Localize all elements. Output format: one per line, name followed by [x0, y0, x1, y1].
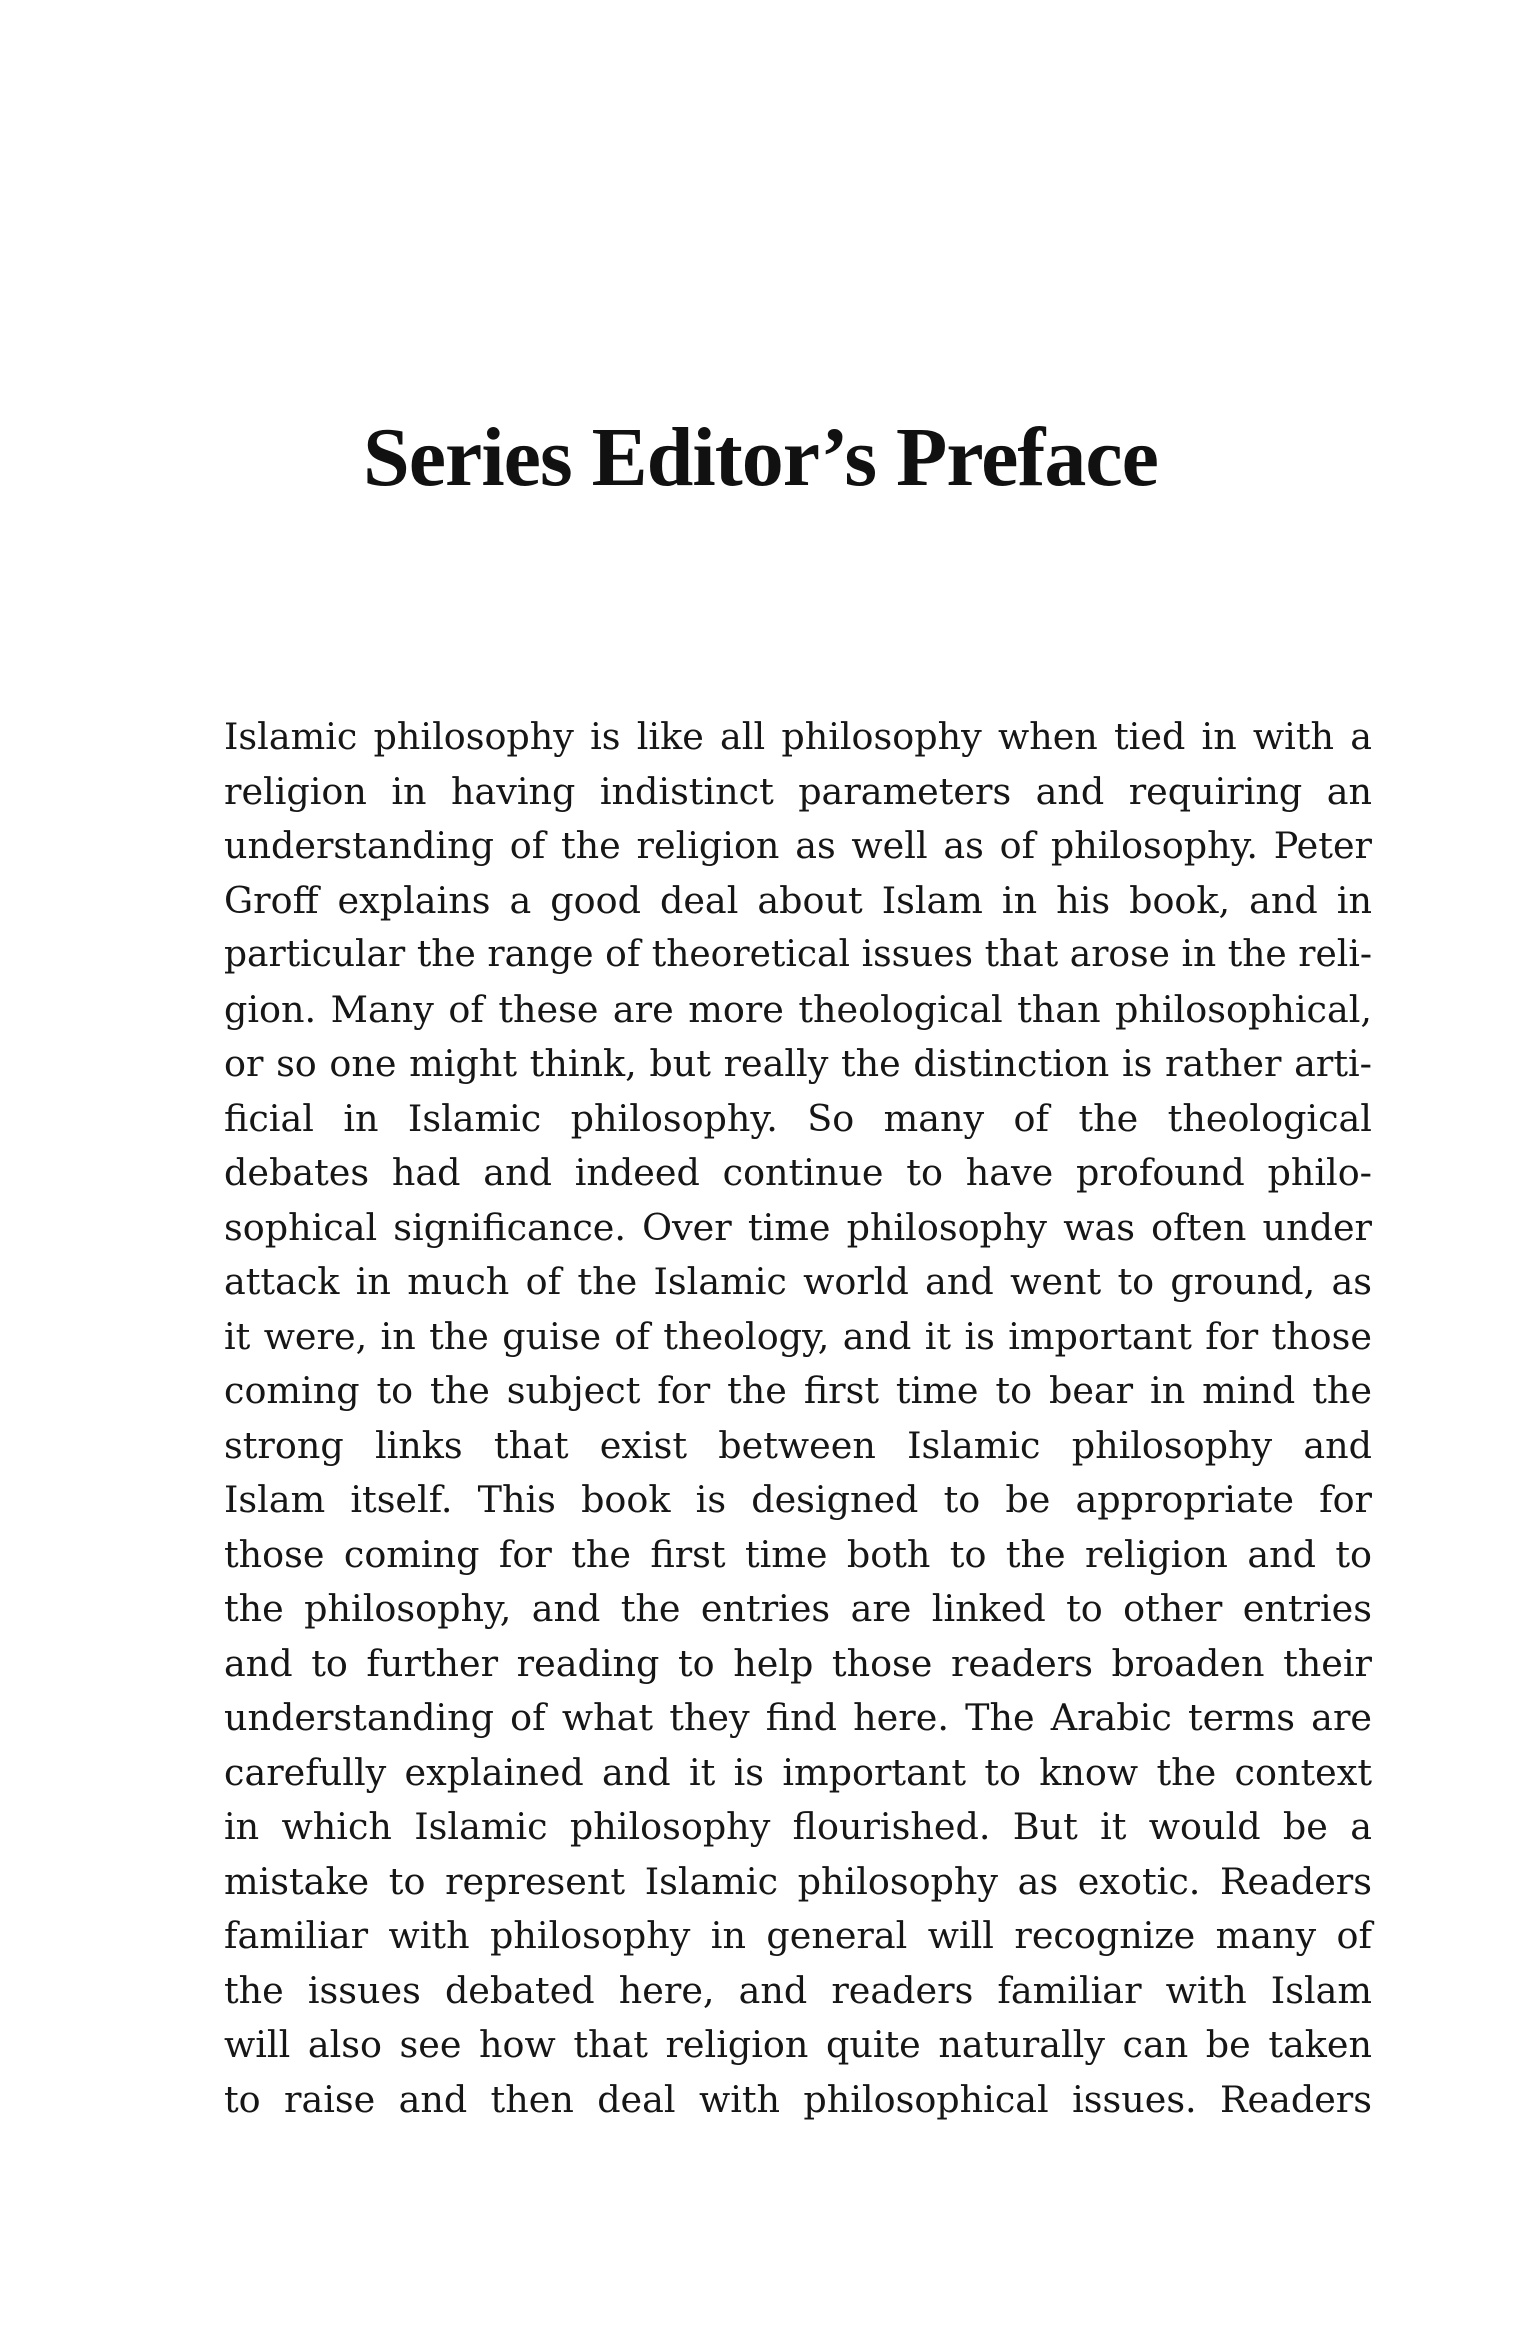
text-line: understanding of what they find here. The Arabic terms are [224, 1696, 1372, 1739]
body-paragraph [224, 710, 1372, 2127]
text-line: attack in much of the Islamic world and went to ground, as [224, 1260, 1372, 1303]
text-line: it were, in the guise of theology, and it is important for those [224, 1314, 1372, 1358]
text-line: the issues debated here, and readers familiar with Islam [224, 1968, 1372, 2012]
text-line: Islamic philosophy is like all philosophy when tied in with a [224, 715, 1372, 758]
text-line: the philosophy, and the entries are linked to other entries [224, 1587, 1372, 1630]
text-line: ficial in Islamic philosophy. So many of the theological [224, 1096, 1372, 1140]
text-line: to raise and then deal with philosophical issues. Readers [224, 2077, 1372, 2121]
text-line: or so one might think, but really the distinction is rather arti- [224, 1042, 1372, 1085]
text-line: carefully explained and it is important to know the context [224, 1750, 1372, 1794]
text-line: and to further reading to help those readers broaden their [224, 1641, 1372, 1685]
page-title: Series Editor’s Preface [363, 411, 1158, 504]
text-line: particular the range of theoretical issues that arose in the reli- [224, 934, 1372, 975]
text-line: gion. Many of these are more theological than philosophical, [224, 987, 1372, 1031]
text-line: sophical significance. Over time philosophy was often under [224, 1205, 1372, 1249]
text-line: will also see how that religion quite naturally can be taken [224, 2023, 1372, 2066]
text-line: those coming for the first time both to the religion and to [224, 1532, 1372, 1576]
text-line: in which Islamic philosophy flourished. But it would be a [224, 1805, 1372, 1848]
text-line: coming to the subject for the first time to bear in mind the [224, 1369, 1372, 1412]
text-line: Islam itself. This book is designed to be appropriate for [224, 1478, 1372, 1521]
text-line: religion in having indistinct parameters and requiring an [224, 769, 1372, 813]
text-line: understanding of the religion as well as of philosophy. Peter [224, 824, 1372, 867]
text-line: Groff explains a good deal about Islam in his book, and in [224, 878, 1372, 922]
text-line: mistake to represent Islamic philosophy as exotic. Readers [224, 1859, 1372, 1903]
text-line: strong links that exist between Islamic philosophy and [224, 1423, 1372, 1467]
text-line: debates had and indeed continue to have profound philo- [224, 1151, 1372, 1194]
text-line: familiar with philosophy in general will recognize many of [224, 1914, 1372, 1957]
